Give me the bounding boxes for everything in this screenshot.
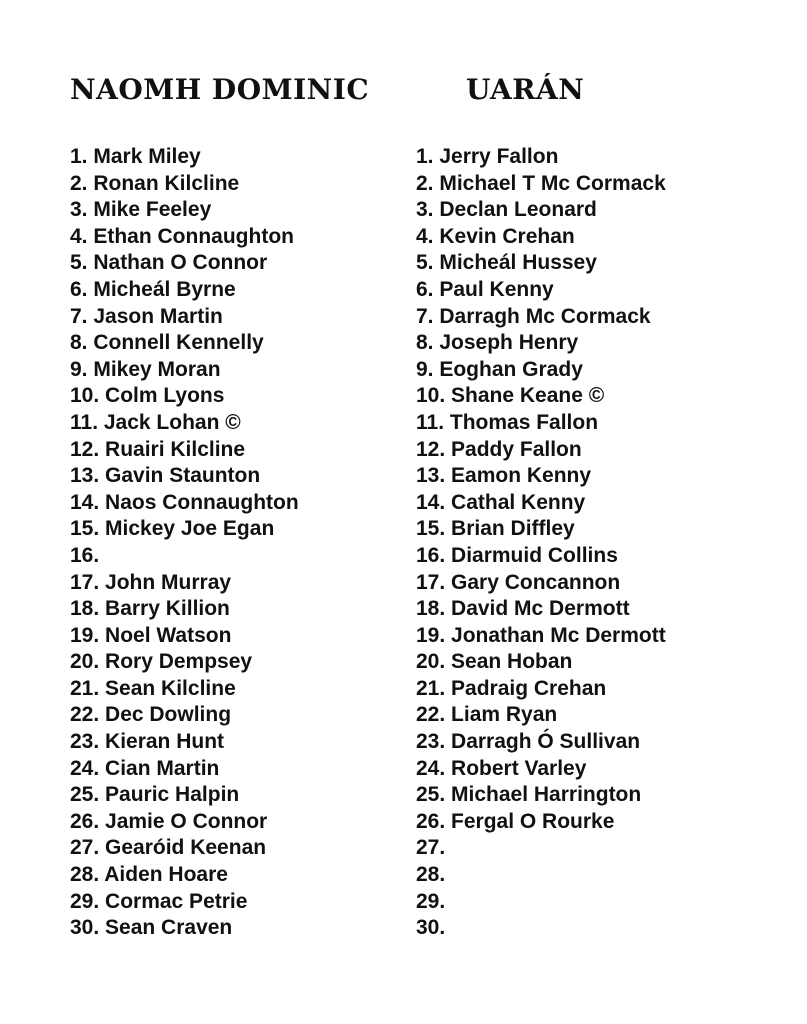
player-row: 12. Paddy Fallon <box>416 437 582 461</box>
player-row: 20. Sean Hoban <box>416 650 573 674</box>
player-row: 30. Sean Craven <box>70 916 233 940</box>
player-row: 27. <box>416 836 446 860</box>
roster-uaran <box>416 144 666 942</box>
player-row: 21. Padraig Crehan <box>416 676 607 700</box>
player-row: 10. Shane Keane © <box>416 384 605 408</box>
player-row: 22. Liam Ryan <box>416 703 558 727</box>
player-row: 9. Eoghan Grady <box>416 357 583 381</box>
player-row: 22. Dec Dowling <box>70 703 232 727</box>
team-title-naomh-dominic: NAOMH DOMINIC <box>70 73 370 106</box>
player-row: 15. Brian Diffley <box>416 517 575 541</box>
player-row: 3. Declan Leonard <box>416 198 597 222</box>
player-row: 9. Mikey Moran <box>70 357 221 381</box>
player-row: 5. Nathan O Connor <box>70 251 268 275</box>
player-row: 14. Naos Connaughton <box>70 490 299 514</box>
player-row: 10. Colm Lyons <box>70 384 225 408</box>
player-row: 23. Darragh Ó Sullivan <box>416 730 641 754</box>
player-row: 8. Connell Kennelly <box>70 331 264 355</box>
player-row: 16. <box>70 543 100 567</box>
player-row: 4. Ethan Connaughton <box>70 224 294 248</box>
player-row: 2. Ronan Kilcline <box>70 171 240 195</box>
player-row: 25. Pauric Halpin <box>70 783 240 807</box>
player-row: 25. Michael Harrington <box>416 783 642 807</box>
player-row: 5. Micheál Hussey <box>416 251 597 275</box>
player-row: 14. Cathal Kenny <box>416 490 586 514</box>
player-row: 7. Jason Martin <box>70 304 223 328</box>
player-row: 1. Mark Miley <box>70 145 201 168</box>
player-row: 13. Gavin Staunton <box>70 464 261 488</box>
player-row: 30. <box>416 916 446 940</box>
player-row: 29. <box>416 889 446 913</box>
player-row: 11. Jack Lohan © <box>70 410 241 434</box>
player-row: 18. Barry Killion <box>70 597 230 621</box>
player-row: 24. Cian Martin <box>70 756 220 780</box>
player-row: 26. Fergal O Rourke <box>416 809 615 833</box>
player-row: 8. Joseph Henry <box>416 331 579 355</box>
player-row: 7. Darragh Mc Cormack <box>416 304 651 328</box>
player-row: 21. Sean Kilcline <box>70 676 236 700</box>
player-row: 27. Gearóid Keenan <box>70 836 267 860</box>
player-row: 3. Mike Feeley <box>70 198 212 222</box>
team-title-uaran: UARÁN <box>466 73 585 106</box>
player-row: 2. Michael T Mc Cormack <box>416 171 666 195</box>
player-row: 11. Thomas Fallon <box>416 410 599 434</box>
player-row: 23. Kieran Hunt <box>70 730 225 754</box>
player-row: 20. Rory Dempsey <box>70 650 253 674</box>
player-row: 28. Aiden Hoare <box>70 863 228 887</box>
player-row: 6. Micheál Byrne <box>70 277 236 301</box>
player-row: 28. <box>416 863 446 887</box>
player-row: 12. Ruairi Kilcline <box>70 437 246 461</box>
player-row: 29. Cormac Petrie <box>70 889 248 913</box>
player-row: 1. Jerry Fallon <box>416 145 559 168</box>
player-row: 16. Diarmuid Collins <box>416 543 618 567</box>
player-row: 4. Kevin Crehan <box>416 224 575 248</box>
player-row: 24. Robert Varley <box>416 756 587 780</box>
player-row: 15. Mickey Joe Egan <box>70 517 275 541</box>
player-row: 26. Jamie O Connor <box>70 809 268 833</box>
player-row: 19. Jonathan Mc Dermott <box>416 623 666 647</box>
player-row: 17. Gary Concannon <box>416 570 621 594</box>
roster-naomh-dominic <box>70 144 299 942</box>
player-row: 17. John Murray <box>70 570 232 594</box>
player-row: 6. Paul Kenny <box>416 277 554 301</box>
player-row: 19. Noel Watson <box>70 623 232 647</box>
player-row: 13. Eamon Kenny <box>416 464 592 488</box>
player-row: 18. David Mc Dermott <box>416 597 630 621</box>
